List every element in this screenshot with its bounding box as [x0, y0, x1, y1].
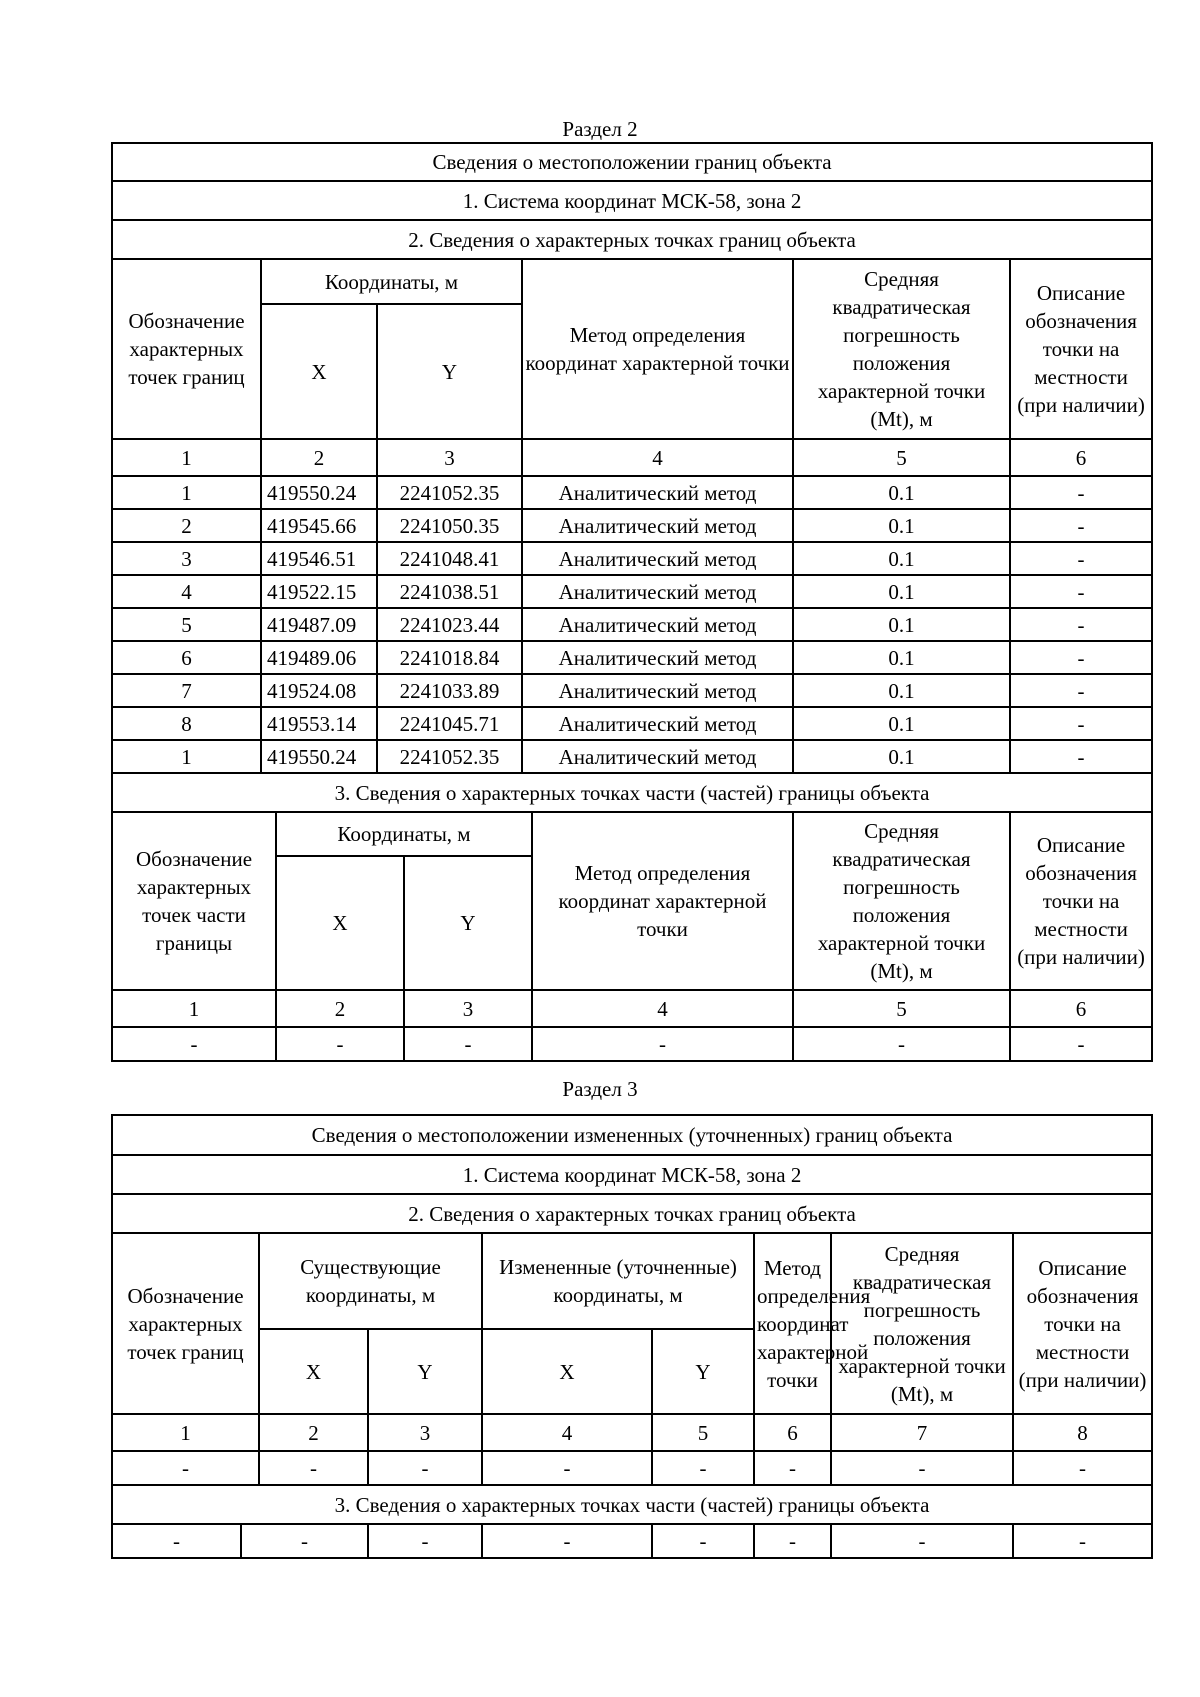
parts-header-method: Метод определения координат характерной точки	[532, 812, 793, 990]
col-number: 5	[793, 990, 1010, 1027]
cell-dash: -	[404, 1027, 532, 1061]
cell-dash: -	[754, 1524, 831, 1558]
table-row	[112, 1027, 1152, 1061]
header-description: Описание обозначения точки на местности (при наличии)	[1013, 1233, 1152, 1414]
header-y: Y	[377, 304, 522, 439]
header-existing-coords: Существующие координаты, м	[259, 1233, 482, 1329]
cell-dash: -	[276, 1027, 404, 1061]
error: 0.1	[793, 641, 1010, 674]
parts-header-designation: Обозначение характерных точек части границы	[112, 812, 276, 990]
table-row	[112, 542, 1152, 575]
col-number: 4	[482, 1414, 652, 1451]
description: -	[1010, 641, 1152, 674]
col-number: 6	[754, 1414, 831, 1451]
section2-heading: Раздел 2	[562, 117, 638, 141]
header-y-changed: Y	[652, 1329, 754, 1414]
coord-x: 419550.24	[261, 476, 377, 509]
section3-title: Сведения о местоположении измененных (уточненных) границ объекта	[112, 1115, 1152, 1155]
section3-points-title: 2. Сведения о характерных точках границ объекта	[112, 1194, 1152, 1233]
method: Аналитический метод	[522, 509, 793, 542]
table-row	[112, 608, 1152, 641]
coord-y: 2241052.35	[377, 740, 522, 773]
method: Аналитический метод	[522, 575, 793, 608]
coord-x: 419487.09	[261, 608, 377, 641]
cell-dash: -	[652, 1524, 754, 1558]
table-row	[112, 476, 1152, 509]
col-number: 2	[261, 439, 377, 476]
error: 0.1	[793, 476, 1010, 509]
description: -	[1010, 509, 1152, 542]
method: Аналитический метод	[522, 608, 793, 641]
coord-x: 419522.15	[261, 575, 377, 608]
error: 0.1	[793, 608, 1010, 641]
col-number: 3	[368, 1414, 482, 1451]
cell-dash: -	[482, 1451, 652, 1485]
method: Аналитический метод	[522, 476, 793, 509]
table-row	[112, 740, 1152, 773]
method: Аналитический метод	[522, 674, 793, 707]
section2-points-title: 2. Сведения о характерных точках границ объекта	[112, 220, 1152, 259]
point-id: 8	[112, 707, 261, 740]
coord-y: 2241048.41	[377, 542, 522, 575]
cell-dash: -	[112, 1451, 259, 1485]
parts-header-y: Y	[404, 856, 532, 990]
col-number: 1	[112, 1414, 259, 1451]
description: -	[1010, 740, 1152, 773]
header-x-existing: X	[259, 1329, 368, 1414]
section3-coord-system: 1. Система координат МСК-58, зона 2	[112, 1155, 1152, 1194]
cell-dash: -	[259, 1451, 368, 1485]
cell-dash: -	[1013, 1451, 1152, 1485]
header-error: Средняя квадратическая погрешность положения характерной точки (Mt), м	[831, 1233, 1013, 1414]
header-description: Описание обозначения точки на местности (при наличии)	[1010, 259, 1152, 439]
parts-header-coordinates: Координаты, м	[276, 812, 532, 856]
cell-dash: -	[831, 1451, 1013, 1485]
coord-y: 2241052.35	[377, 476, 522, 509]
cell-dash: -	[754, 1451, 831, 1485]
table-row	[112, 509, 1152, 542]
error: 0.1	[793, 575, 1010, 608]
method: Аналитический метод	[522, 707, 793, 740]
section2-parts-title: 3. Сведения о характерных точках части (частей) границы объекта	[112, 773, 1152, 812]
description: -	[1010, 707, 1152, 740]
col-number: 3	[377, 439, 522, 476]
parts-header-error: Средняя квадратическая погрешность положения характерной точки (Mt), м	[793, 812, 1010, 990]
error: 0.1	[793, 542, 1010, 575]
table-row	[112, 1524, 1152, 1558]
header-method: Метод определения координат характерной точки	[754, 1233, 831, 1414]
description: -	[1010, 542, 1152, 575]
parts-header-description: Описание обозначения точки на местности (при наличии)	[1010, 812, 1152, 990]
col-number: 2	[259, 1414, 368, 1451]
error: 0.1	[793, 674, 1010, 707]
cell-dash: -	[112, 1524, 241, 1558]
cell-dash: -	[368, 1524, 482, 1558]
coord-x: 419553.14	[261, 707, 377, 740]
col-number: 5	[793, 439, 1010, 476]
section2-coord-system: 1. Система координат МСК-58, зона 2	[112, 181, 1152, 220]
header-x: X	[261, 304, 377, 439]
parts-header-x: X	[276, 856, 404, 990]
col-number: 6	[1010, 990, 1152, 1027]
point-id: 1	[112, 740, 261, 773]
description: -	[1010, 674, 1152, 707]
point-id: 7	[112, 674, 261, 707]
col-number: 3	[404, 990, 532, 1027]
header-designation: Обозначение характерных точек границ	[112, 259, 261, 439]
section3-parts-title: 3. Сведения о характерных точках части (частей) границы объекта	[112, 1485, 1152, 1524]
point-id: 3	[112, 542, 261, 575]
col-number: 4	[522, 439, 793, 476]
header-error: Средняя квадратическая погрешность положения характерной точки (Mt), м	[793, 259, 1010, 439]
cell-dash: -	[482, 1524, 652, 1558]
col-number: 2	[276, 990, 404, 1027]
cell-dash: -	[368, 1451, 482, 1485]
cell-dash: -	[793, 1027, 1010, 1061]
col-number: 1	[112, 990, 276, 1027]
coord-y: 2241038.51	[377, 575, 522, 608]
header-x-changed: X	[482, 1329, 652, 1414]
header-coordinates: Координаты, м	[261, 259, 522, 304]
section2-table	[111, 142, 1153, 1062]
col-number: 4	[532, 990, 793, 1027]
header-y-existing: Y	[368, 1329, 482, 1414]
description: -	[1010, 476, 1152, 509]
coord-x: 419524.08	[261, 674, 377, 707]
section3-heading: Раздел 3	[562, 1077, 638, 1101]
description: -	[1010, 608, 1152, 641]
point-id: 4	[112, 575, 261, 608]
description: -	[1010, 575, 1152, 608]
coord-x: 419546.51	[261, 542, 377, 575]
cell-dash: -	[1013, 1524, 1152, 1558]
coord-x: 419489.06	[261, 641, 377, 674]
section3-table	[111, 1114, 1153, 1559]
table-row	[112, 707, 1152, 740]
error: 0.1	[793, 509, 1010, 542]
error: 0.1	[793, 740, 1010, 773]
table-row	[112, 575, 1152, 608]
error: 0.1	[793, 707, 1010, 740]
method: Аналитический метод	[522, 641, 793, 674]
cell-dash: -	[532, 1027, 793, 1061]
table-row	[112, 1451, 1152, 1485]
col-number: 8	[1013, 1414, 1152, 1451]
coord-x: 419545.66	[261, 509, 377, 542]
method: Аналитический метод	[522, 740, 793, 773]
method: Аналитический метод	[522, 542, 793, 575]
header-changed-coords: Измененные (уточненные) координаты, м	[482, 1233, 754, 1329]
point-id: 2	[112, 509, 261, 542]
table-row	[112, 674, 1152, 707]
coord-y: 2241033.89	[377, 674, 522, 707]
cell-dash: -	[652, 1451, 754, 1485]
col-number: 5	[652, 1414, 754, 1451]
col-number: 7	[831, 1414, 1013, 1451]
header-method: Метод определения координат характерной точки	[522, 259, 793, 439]
coord-y: 2241045.71	[377, 707, 522, 740]
coord-x: 419550.24	[261, 740, 377, 773]
coord-y: 2241023.44	[377, 608, 522, 641]
cell-dash: -	[1010, 1027, 1152, 1061]
col-number: 6	[1010, 439, 1152, 476]
coord-y: 2241018.84	[377, 641, 522, 674]
coord-y: 2241050.35	[377, 509, 522, 542]
point-id: 1	[112, 476, 261, 509]
cell-dash: -	[241, 1524, 368, 1558]
cell-dash: -	[112, 1027, 276, 1061]
col-number: 1	[112, 439, 261, 476]
table-row	[112, 641, 1152, 674]
header-designation: Обозначение характерных точек границ	[112, 1233, 259, 1414]
section2-title: Сведения о местоположении границ объекта	[112, 143, 1152, 181]
point-id: 5	[112, 608, 261, 641]
cell-dash: -	[831, 1524, 1013, 1558]
point-id: 6	[112, 641, 261, 674]
